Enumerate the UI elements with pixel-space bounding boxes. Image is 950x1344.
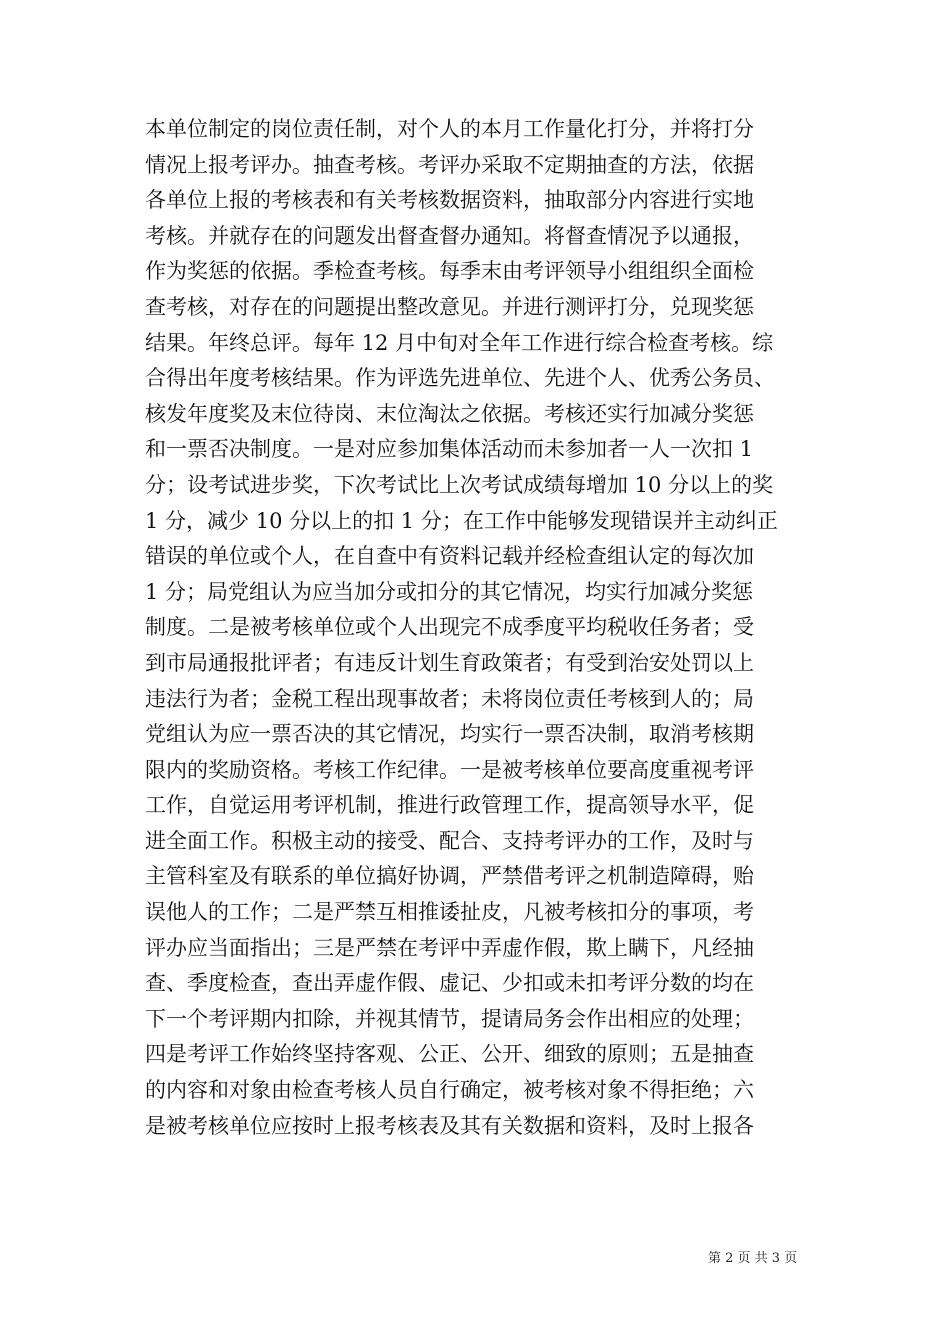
text-line: 工作，自觉运用考评机制，推进行政管理工作，提高领导水平，促	[145, 793, 754, 818]
text-line: 违法行为者；金税工程出现事故者；未将岗位责任考核到人的；局	[145, 686, 754, 711]
text-line: 作为奖惩的依据。季检查考核。每季末由考评领导小组组织全面检	[145, 259, 754, 284]
text-line: 的内容和对象由检查考核人员自行确定，被考核对象不得拒绝；六	[145, 1078, 754, 1103]
text-line: 下一个考评期内扣除，并视其情节，提请局务会作出相应的处理；	[145, 1006, 754, 1031]
text-line: 查、季度检查，查出弄虚作假、虚记、少扣或未扣考评分数的均在	[145, 971, 754, 996]
text-line: 是被考核单位应按时上报考核表及其有关数据和资料，及时上报各	[145, 1113, 754, 1138]
text-line: 四是考评工作始终坚持客观、公正、公开、细致的原则；五是抽查	[145, 1042, 754, 1067]
text-line: 和一票否决制度。一是对应参加集体活动而未参加者一人一次扣 1	[145, 437, 754, 462]
text-line: 各单位上报的考核表和有关考核数据资料，抽取部分内容进行实地	[145, 188, 754, 213]
text-line: 误他人的工作；二是严禁互相推诿扯皮，凡被考核扣分的事项，考	[145, 900, 754, 925]
text-line: 1 分；局党组认为应当加分或扣分的其它情况，均实行加减分奖惩	[145, 579, 754, 604]
text-line: 结果。年终总评。每年 12 月中旬对全年工作进行综合检查考核。综	[145, 330, 774, 355]
text-line: 分；设考试进步奖，下次考试比上次考试成绩每增加 10 分以上的奖	[145, 472, 774, 497]
body-text	[145, 112, 815, 1144]
text-line: 评办应当面指出；三是严禁在考评中弄虚作假，欺上瞒下，凡经抽	[145, 935, 754, 960]
text-line: 考核。并就存在的问题发出督查督办通知。将督查情况予以通报，	[145, 223, 754, 248]
text-line: 合得出年度考核结果。作为评选先进单位、先进个人、优秀公务员、	[145, 366, 775, 391]
page-number: 第 2 页 共 3 页	[708, 1251, 798, 1266]
text-line: 制度。二是被考核单位或个人出现完不成季度平均税收任务者；受	[145, 615, 754, 640]
text-line: 错误的单位或个人，在自查中有资料记载并经检查组认定的每次加	[145, 544, 754, 569]
text-line: 限内的奖励资格。考核工作纪律。一是被考核单位要高度重视考评	[145, 757, 754, 782]
text-line: 进全面工作。积极主动的接受、配合、支持考评办的工作，及时与	[145, 828, 754, 853]
text-line: 1 分，减少 10 分以上的扣 1 分；在工作中能够发现错误并主动纠正	[145, 508, 778, 533]
text-line: 党组认为应一票否决的其它情况，均实行一票否决制，取消考核期	[145, 722, 754, 747]
text-line: 主管科室及有联系的单位搞好协调，严禁借考评之机制造障碍，贻	[145, 864, 754, 889]
text-line: 查考核，对存在的问题提出整改意见。并进行测评打分，兑现奖惩	[145, 294, 754, 319]
text-line: 情况上报考评办。抽查考核。考评办采取不定期抽查的方法，依据	[145, 152, 754, 177]
text-line: 本单位制定的岗位责任制，对个人的本月工作量化打分，并将打分	[145, 117, 754, 141]
text-line: 到市局通报批评者；有违反计划生育政策者；有受到治安处罚以上	[145, 650, 754, 675]
text-line: 核发年度奖及末位待岗、末位淘汰之依据。考核还实行加减分奖惩	[145, 401, 754, 426]
